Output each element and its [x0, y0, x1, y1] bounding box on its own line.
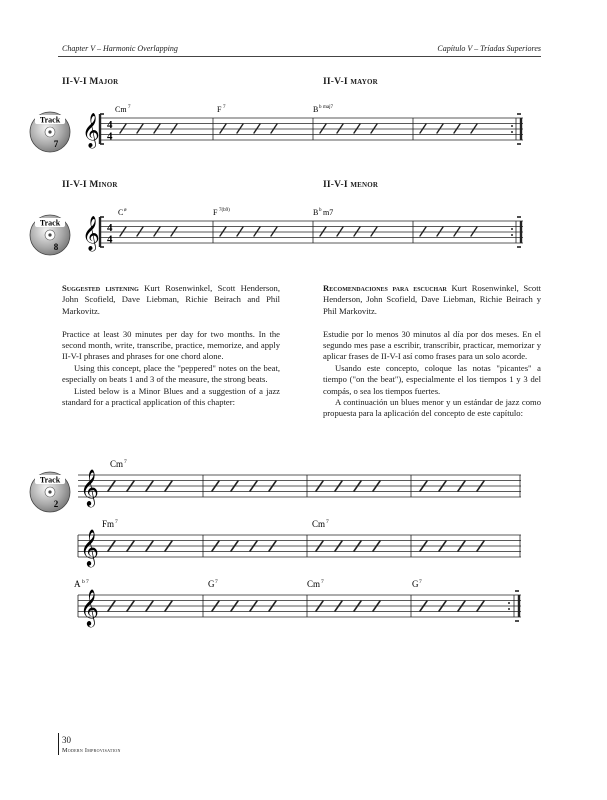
paragraph: Usando este concepto, coloque las notas "picantes" a tiempo ("on the beat"), especialmente el los tiempos 1 y 3 del compás, o sea los tiempos fuertes.	[323, 362, 541, 396]
paragraph: Listed below is a Minor Blues and a suggestion of a jazz standard for a practical application of this chapter:	[62, 385, 280, 408]
staff-blues-line-3	[74, 575, 538, 631]
chord-extension: 7	[115, 519, 118, 525]
time-signature-top: 4	[107, 222, 113, 234]
chord-extension: 7	[223, 105, 226, 110]
track-label: Track	[39, 218, 61, 228]
paragraph: Kurt Rosenwinkel, Scott Henderson, John Scofield, Dave Liebman, Richie Beirach and Phil Markovitz.	[62, 283, 280, 316]
chord-extension: 7	[128, 105, 131, 110]
paragraph: Practice at least 30 minutes per day for two months. In the second month, write, transcribe, practice, memorize, and apply II-V-I phrases and phrases for one chord alone.	[62, 328, 280, 362]
chord-symbol: G	[412, 579, 419, 589]
track-label: Track	[39, 115, 61, 125]
running-header-left: Chapter V – Harmonic Overlapping	[62, 44, 178, 53]
chord-symbol: B	[313, 208, 319, 217]
chord-extension: m7	[323, 208, 334, 217]
track-number: 2	[53, 499, 59, 509]
chord-accidental: b	[319, 208, 322, 213]
staff-minor	[78, 203, 538, 259]
section-title-major: II-V-I Major	[62, 77, 119, 87]
paragraph: A continuación un blues menor y un estándar de jazz como propuesta para la aplicación del concepto de este capítulo:	[323, 397, 541, 419]
track-cd-icon	[28, 110, 72, 154]
chord-symbol: G	[208, 579, 215, 589]
chord-symbol: Cm	[307, 579, 321, 589]
running-header-right: Capítulo V – Tríadas Superiores	[437, 44, 541, 53]
chord-symbol: Cm	[110, 459, 124, 469]
chord-accidental: b	[319, 105, 322, 110]
section-title-mayor: II-V-I mayor	[323, 77, 378, 87]
section-title-menor: II-V-I menor	[323, 180, 379, 190]
treble-clef-icon: 𝄞	[80, 529, 99, 565]
time-signature-bottom: 4	[107, 130, 113, 143]
track-cd-icon	[28, 470, 72, 514]
page-number: 30	[62, 735, 71, 745]
treble-clef-icon: 𝄞	[82, 114, 100, 147]
chord-extension: 7	[326, 519, 329, 525]
chord-symbol: Fm	[102, 519, 115, 529]
staff-major	[78, 100, 538, 156]
lead-in: Recomendaciones para escuchar	[323, 283, 447, 293]
chord-extension: 7	[321, 579, 324, 585]
body-column-spanish	[323, 283, 541, 420]
chord-extension: maj7	[323, 105, 333, 110]
paragraph: Estudie por lo menos 30 minutos al día por dos meses. En el segundo mes pase a escribir, transcribir, practicar, memorizar y aplicar frases de II-V-I así como frases para un solo acorde.	[323, 328, 541, 362]
track-number: 7	[53, 139, 59, 149]
treble-clef-icon: 𝄞	[80, 469, 99, 505]
header-rule	[58, 56, 541, 57]
lead-in: Suggested listening	[62, 283, 139, 293]
paragraph: Using this concept, place the "peppered" notes on the beat, especially on beats 1 and 3 of the measure, the strong beats.	[62, 362, 280, 385]
track-number: 8	[53, 242, 59, 252]
chord-symbol: A	[74, 579, 81, 589]
treble-clef-icon: 𝄞	[80, 589, 99, 625]
section-title-minor: II-V-I Minor	[62, 180, 118, 190]
track-cd-icon	[28, 213, 72, 257]
chord-extension: 7	[419, 579, 422, 585]
chord-extension: 7(b9)	[219, 208, 230, 213]
time-signature-bottom: 4	[107, 233, 113, 246]
chord-extension: ø	[124, 208, 127, 213]
staff-blues-line-2	[78, 515, 538, 571]
chord-extension: 7	[124, 459, 127, 465]
chord-symbol: Cm	[115, 105, 127, 114]
chord-symbol: C	[118, 208, 124, 217]
staff-blues-line-1	[78, 455, 538, 511]
chord-accidental: b	[82, 579, 85, 585]
chord-symbol: B	[313, 105, 319, 114]
chord-extension: 7	[215, 579, 218, 585]
paragraph: Kurt Rosenwinkel, Scott Henderson, John Scofield, Dave Liebman, Richie Beirach y Phil Markovitz.	[323, 283, 541, 316]
time-signature-top: 4	[107, 119, 113, 131]
book-title: Modern Improvisation	[62, 747, 121, 754]
body-column-english	[62, 283, 280, 408]
chord-symbol: Cm	[312, 519, 326, 529]
footer-bar	[58, 733, 59, 755]
chord-symbol: F	[217, 105, 222, 114]
track-label: Track	[39, 475, 61, 485]
treble-clef-icon: 𝄞	[82, 217, 100, 250]
chord-extension: 7	[86, 579, 89, 585]
chord-symbol: F	[213, 208, 218, 217]
